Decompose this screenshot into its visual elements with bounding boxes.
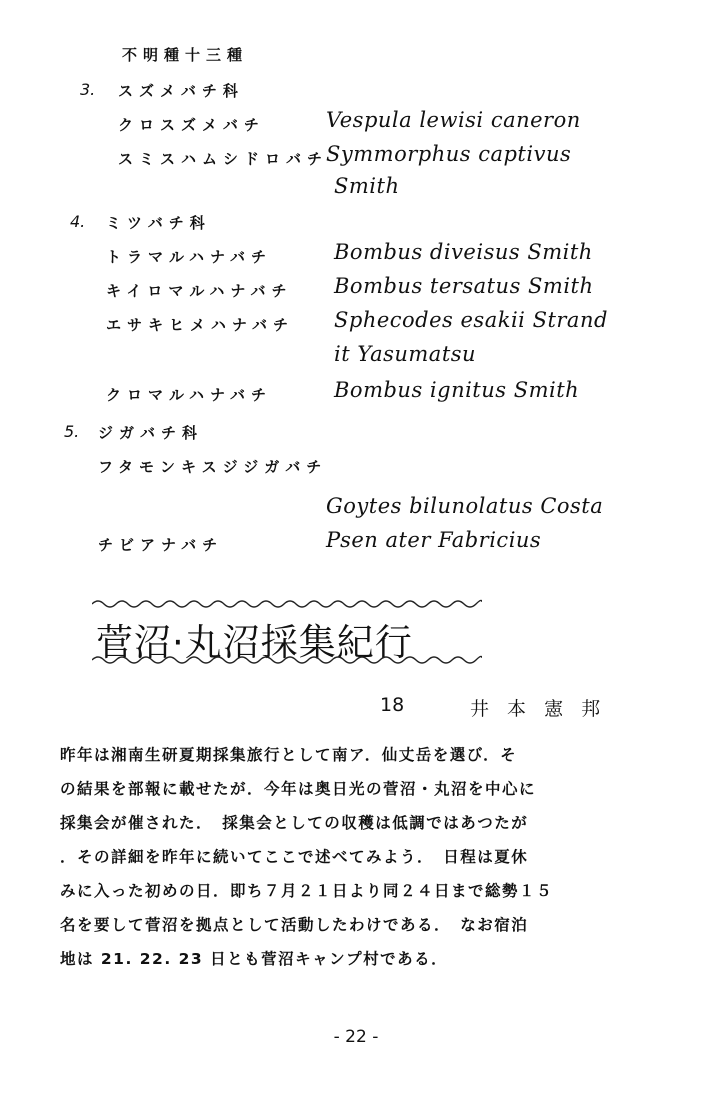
species-japanese-name: クロスズメバチ	[118, 116, 265, 134]
species-japanese-name: フタモンキスジジガバチ	[98, 458, 328, 476]
body-line: 昨年は湘南生研夏期採集旅行として南ア．仙丈岳を選び．そ	[60, 746, 518, 764]
species-scientific-name: Bombus tersatus Smith	[334, 274, 594, 298]
title-wavy-rule-top	[92, 596, 482, 608]
page-number: - 22 -	[333, 1027, 379, 1047]
body-line: の結果を部報に載せたが．今年は奥日光の菅沼・丸沼を中心に	[60, 780, 537, 798]
family-name: ジガバチ科	[98, 424, 204, 442]
species-scientific-name: Psen ater Fabricius	[326, 528, 542, 552]
species-japanese-name: クロマルハナバチ	[106, 386, 273, 404]
family-name: スズメバチ科	[118, 82, 244, 100]
article-title: 菅沼·丸沼採集紀行	[96, 621, 413, 664]
species-scientific-name: Sphecodes esakii Strand	[334, 308, 608, 332]
family-number: 4.	[70, 212, 86, 231]
family-number: 5.	[64, 422, 80, 441]
species-scientific-name: Vespula lewisi caneron	[326, 108, 581, 132]
family-name: ミツバチ科	[106, 214, 211, 232]
unknown-species-note: 不明種十三種	[122, 46, 249, 64]
body-line: ．その詳細を昨年に続いてここで述べてみよう． 日程は夏休	[60, 848, 529, 866]
article-body	[60, 738, 670, 976]
species-japanese-name: チビアナバチ	[98, 536, 224, 554]
species-scientific-name: Goytes bilunolatus Costa	[326, 494, 604, 518]
species-scientific-name: Bombus diveisus Smith	[334, 240, 593, 264]
body-line: 地は 21. 22. 23 日とも菅沼キャンプ村である．	[60, 950, 449, 968]
species-scientific-name: Bombus ignitus Smith	[334, 378, 580, 402]
body-line: みに入った初めの日．即ち７月２１日より同２４日まで総勢１５	[60, 882, 554, 900]
species-scientific-name-continued: Smith	[334, 174, 400, 198]
species-japanese-name: キイロマルハナバチ	[106, 282, 293, 300]
species-scientific-name: Symmorphus captivus	[326, 142, 572, 166]
species-japanese-name: スミスハムシドロバチ	[118, 150, 329, 168]
species-japanese-name: エサキヒメハナバチ	[106, 316, 294, 334]
body-line: 採集会が催された． 採集会としての収穫は低調ではあつたが	[60, 814, 529, 832]
body-line: 名を要して菅沼を拠点として活動したわけである． なお宿泊	[60, 916, 529, 934]
family-number: 3.	[80, 80, 96, 99]
author-number: 18	[380, 694, 405, 716]
species-scientific-name-continued: it Yasumatsu	[334, 342, 477, 366]
author-name: 井 本 憲 邦	[470, 698, 607, 720]
species-japanese-name: トラマルハナバチ	[106, 248, 273, 266]
title-wavy-rule-bottom	[92, 654, 482, 666]
